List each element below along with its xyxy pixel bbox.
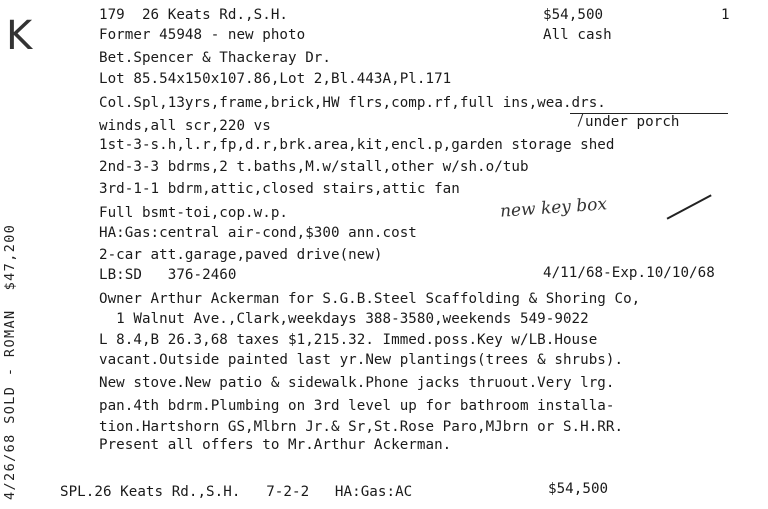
sold-stamp: 4/26/68 SOLD - ROMAN $47,200 [2,223,18,500]
remarks-line: tion.Hartshorn GS,Mlbrn Jr.& Sr,St.Rose Paro,MJbrn or S.H.RR. [99,419,624,435]
basement: Full bsmt-toi,cop.w.p. [99,205,289,221]
pen-stroke [667,194,712,219]
remarks-line: New stove.New patio & sidewalk.Phone jacks thruout.Very lrg. [99,375,615,391]
card-number: 1 [721,7,730,23]
first-floor: 1st-3-s.h,l.r,fp,d.r,brk.area,kit,encl.p,garden storage shed [99,137,615,153]
lot-description: Lot 85.54x150x107.86,Lot 2,Bl.443A,Pl.171 [99,71,452,87]
remarks-line: Owner Arthur Ackerman for S.G.B.Steel Scaffolding & Shoring Co, [99,291,641,307]
under-porch-note: under porch [585,114,680,130]
footer-summary: SPL.26 Keats Rd.,S.H. 7-2-2 HA:Gas:AC [60,484,413,500]
footer-price: $54,500 [548,481,609,497]
header-price: $54,500 [543,7,604,23]
lockbox: LB:SD 376-2460 [99,267,237,283]
construction-line: Col.Spl,13yrs,frame,brick,HW flrs,comp.rf,full ins,wea.drs. [99,95,606,111]
handwritten-note: new key box [499,194,608,222]
insert-mark [578,113,584,126]
garage: 2-car att.garage,paved drive(new) [99,247,383,263]
remarks-line: 1 Walnut Ave.,Clark,weekdays 388-3580,weekends 549-9022 [99,311,589,327]
heating: HA:Gas:central air-cond,$300 ann.cost [99,225,417,241]
third-floor: 3rd-1-1 bdrm,attic,closed stairs,attic fan [99,181,460,197]
former-listing: Former 45948 - new photo [99,27,306,43]
remarks-line: Present all offers to Mr.Arthur Ackerman. [99,437,452,453]
second-floor: 2nd-3-3 bdrms,2 t.baths,M.w/stall,other w/sh.o/tub [99,159,529,175]
tab-letter: K [6,13,33,59]
terms: All cash [543,27,612,43]
remarks-line: vacant.Outside painted last yr.New plantings(trees & shrubs). [99,352,624,368]
remarks-line: pan.4th bdrm.Plumbing on 3rd level up for bathroom installa- [99,398,615,414]
cross-streets: Bet.Spencer & Thackeray Dr. [99,50,331,66]
windows-line: winds,all scr,220 vs [99,118,271,134]
listing-dates: 4/11/68-Exp.10/10/68 [543,265,715,281]
header-address: 179 26 Keats Rd.,S.H. [99,7,289,23]
remarks-line: L 8.4,B 26.3,68 taxes $1,215.32. Immed.poss.Key w/LB.House [99,332,598,348]
